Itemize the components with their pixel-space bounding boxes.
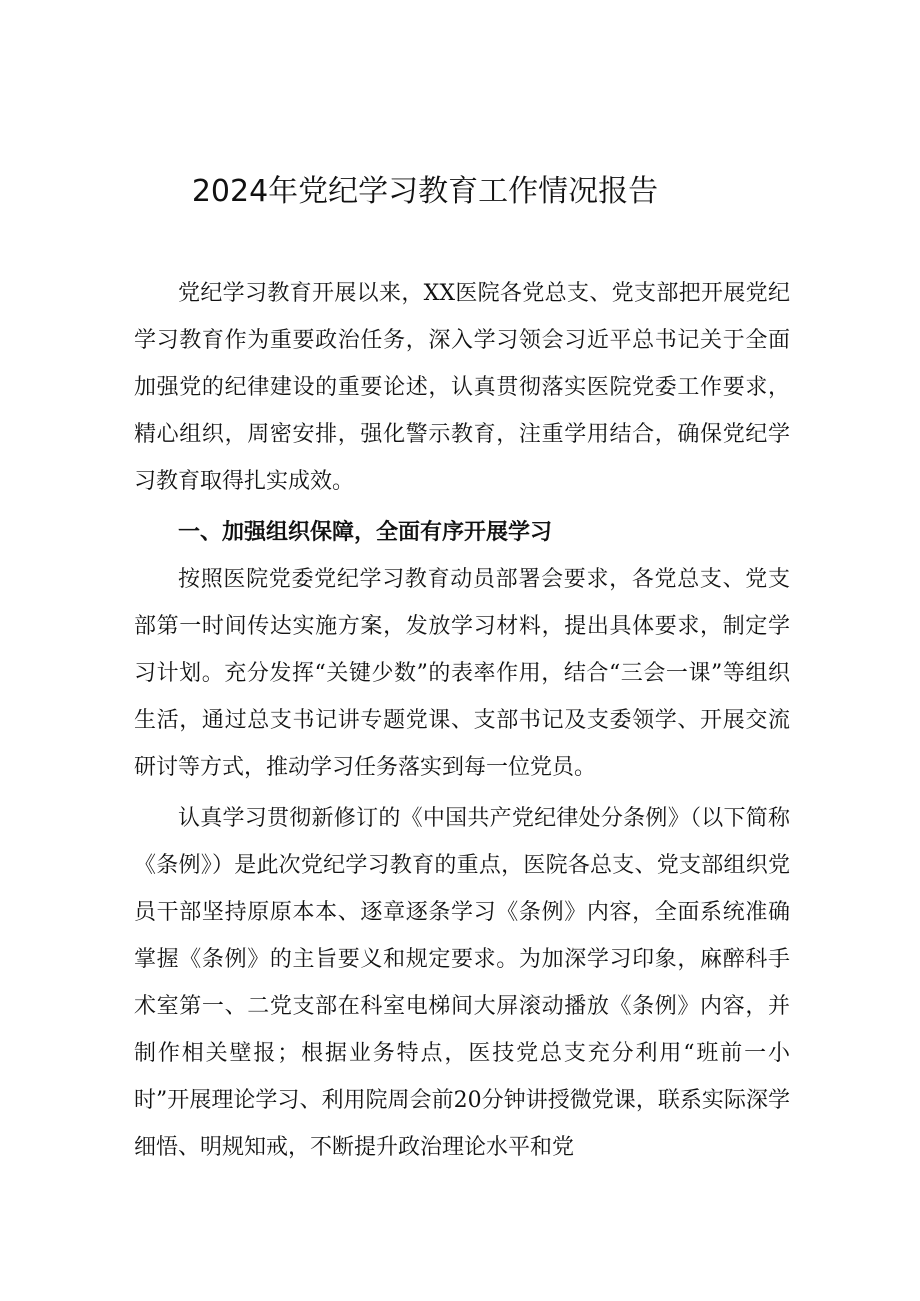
section-1-paragraph-1: 按照医院党委党纪学习教育动员部署会要求，各党总支、党支部第一时间传达实施方案，发放学习材料，提出具体要求，制定学习计划。充分发挥“关键少数”的表率作用，结合“三会一课”等组织生活，通过总支书记讲专题党课、支部书记及支委领学、开展交流研讨等方式，推动学习任务落实到每一位党员。 xyxy=(134,567,790,780)
section-heading-1: 一、加强组织保障，全面有序开展学习 xyxy=(178,520,553,545)
intro-paragraph: 党纪学习教育开展以来，XX医院各党总支、党支部把开展党纪学习教育作为重要政治任务，深入学习领会习近平总书记关于全面加强党的纪律建设的重要论述，认真贯彻落实医院党委工作要求，精心组织，周密安排，强化警示教育，注重学用结合，确保党纪学习教育取得扎实成效。 xyxy=(134,281,790,494)
section-1-paragraph-2: 认真学习贯彻新修订的《中国共产党纪律处分条例》（以下简称《条例》）是此次党纪学习教育的重点，医院各总支、党支部组织党员干部坚持原原本本、逐章逐条学习《条例》内容，全面系统准确掌握《条例》的主旨要义和规定要求。为加深学习印象，麻醉科手术室第一、二党支部在科室电梯间大屏滚动播放《条例》内容，并制作相关壁报；根据业务特点，医技党总支充分利用“班前一小时”开展理论学习、利用院周会前20分钟讲授微党课，联系实际深学细悟、明规知戒，不断提升政治理论水平和党 xyxy=(134,806,790,1160)
document-title: 2024年党纪学习教育工作情况报告 xyxy=(191,174,659,209)
